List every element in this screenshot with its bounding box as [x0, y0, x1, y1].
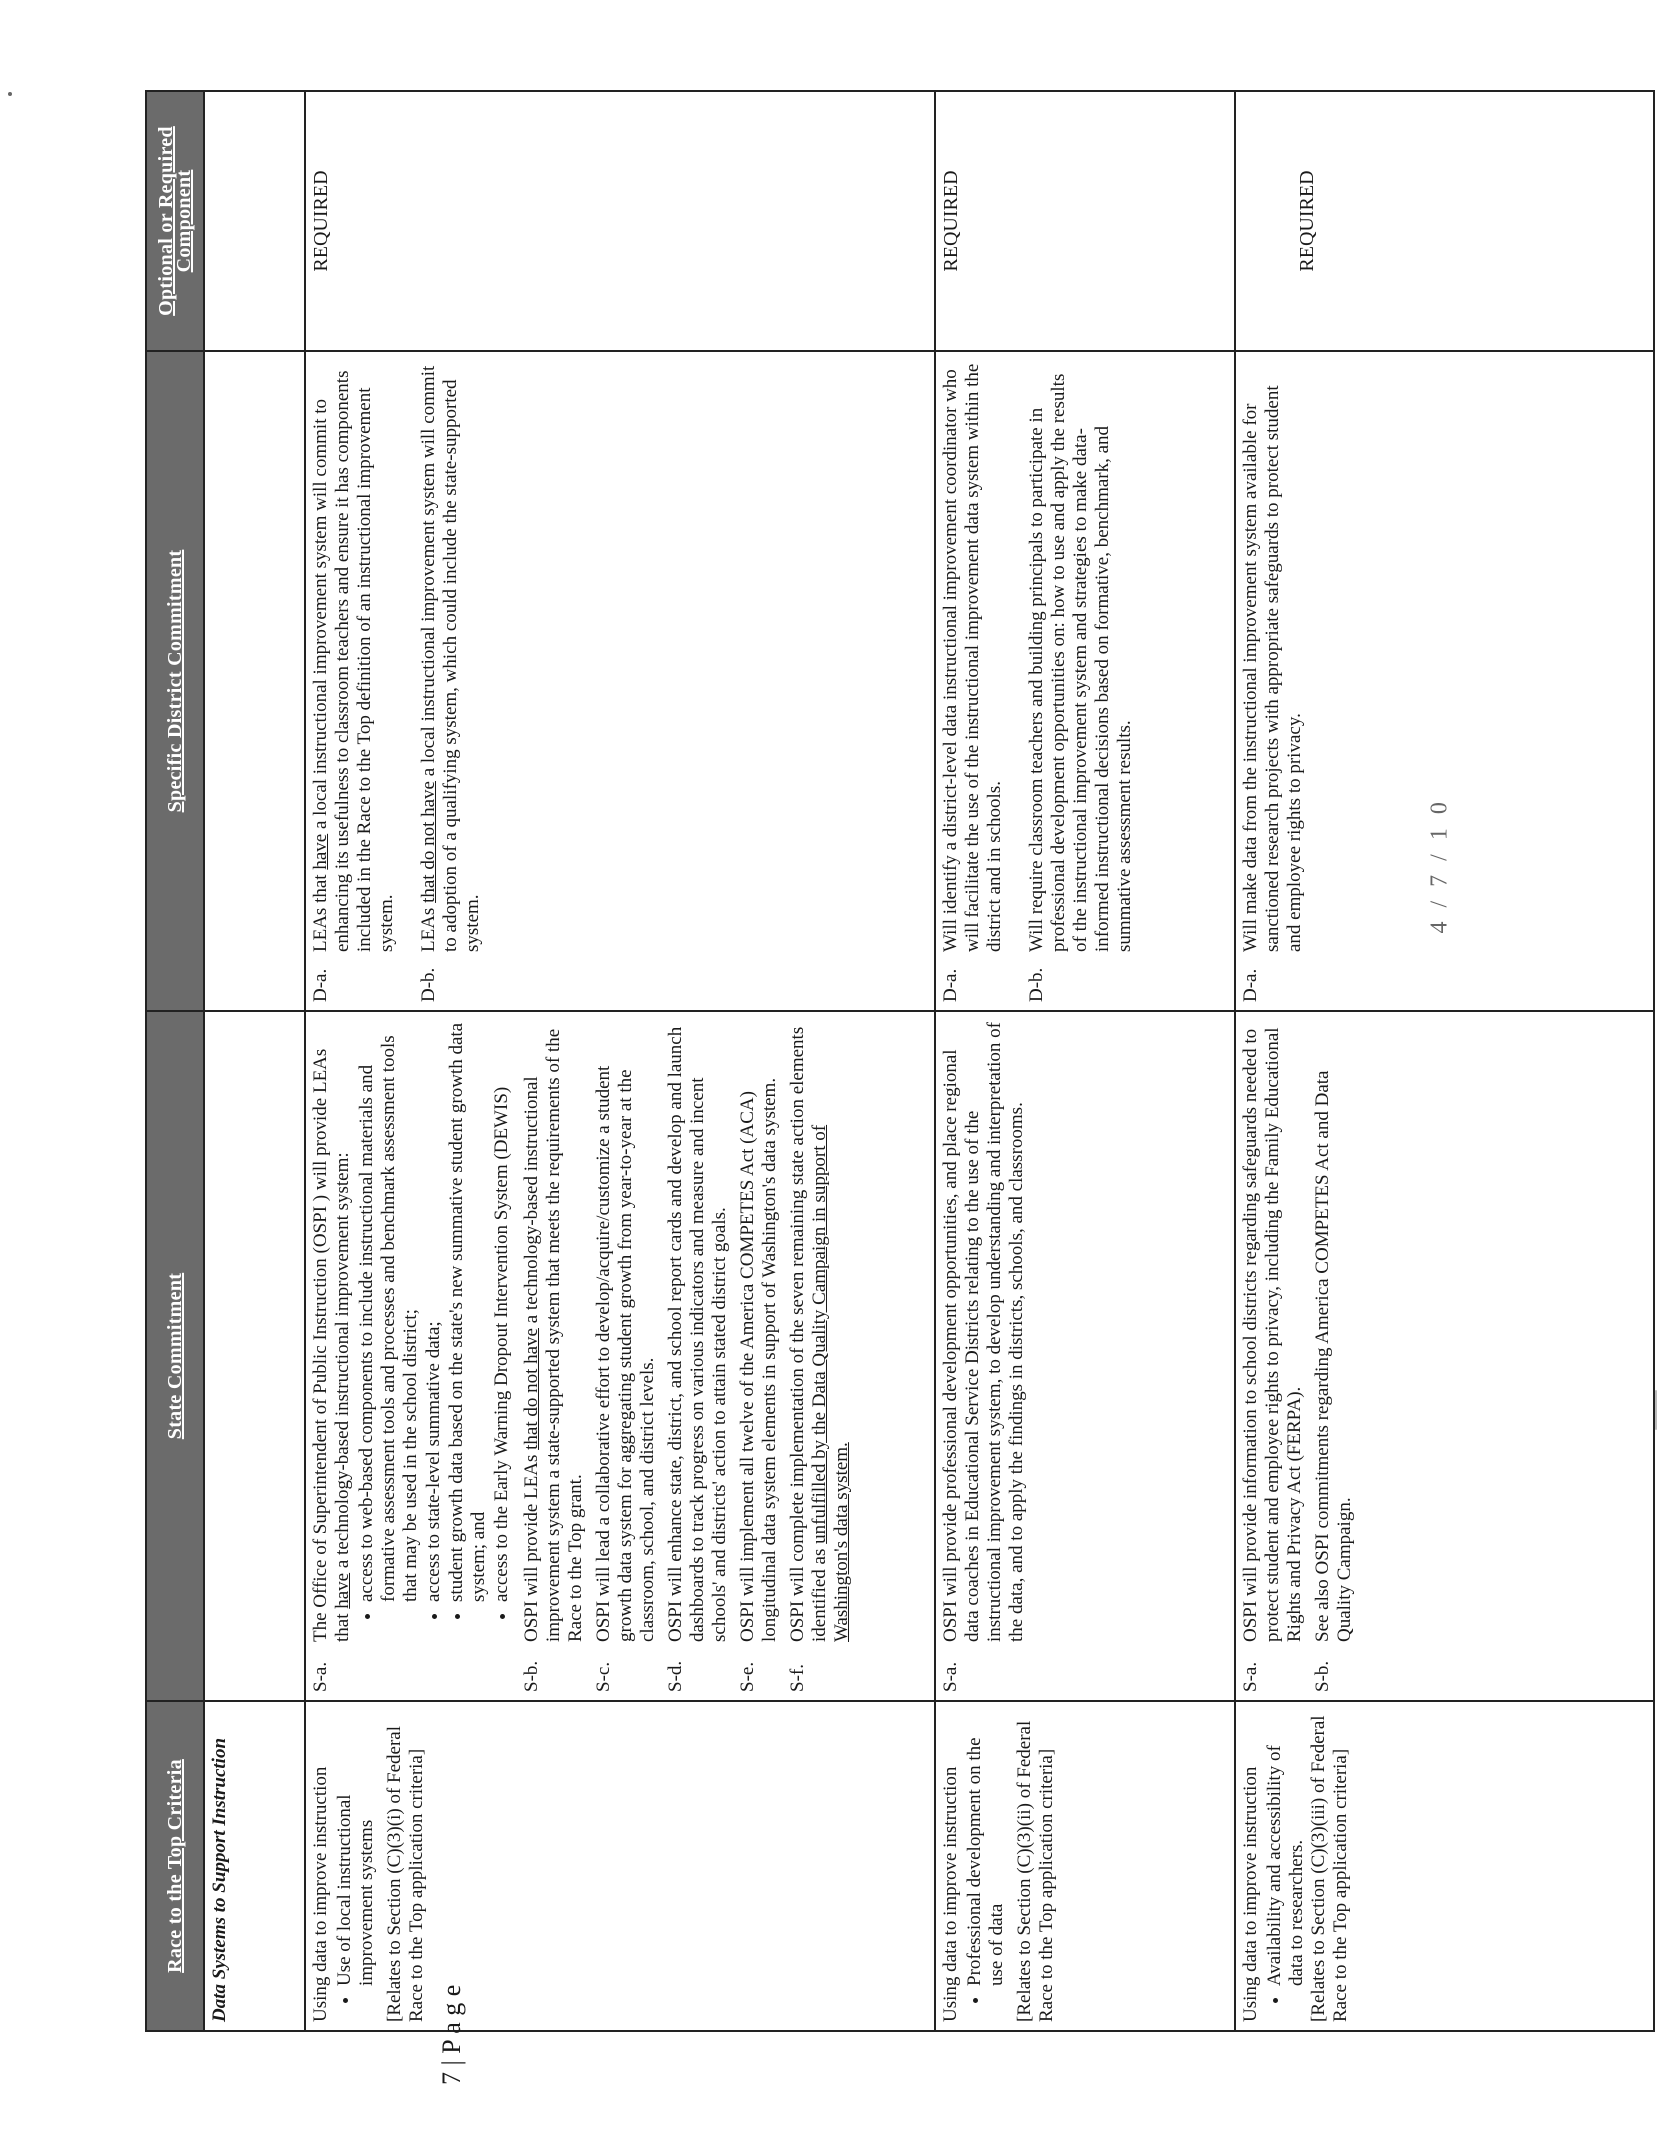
district-item: [418, 360, 484, 1002]
section-title: Data Systems to Support Instruction: [204, 1701, 305, 2031]
scan-speck: [8, 92, 12, 96]
state-item: [521, 1020, 587, 1692]
section-blank-state: [204, 1011, 305, 1701]
item-text: OSPI will provide LEAs that do not have a technology-based instructional improvement system a state-supported system that meets the requirements of the Race to the Top grant.: [521, 1028, 587, 1642]
criteria-cell: [305, 1701, 935, 2031]
district-item: [1240, 360, 1306, 1002]
state-cell: [305, 1011, 935, 1701]
item-label: S-e.: [737, 1661, 759, 1692]
item-text: LEAs that do not have a local instructional improvement system will commit to adoption of a qualifying system, which could include the state-supported system.: [418, 365, 484, 952]
district-cell: [935, 351, 1235, 1011]
item-text: OSPI will provide professional development opportunities, and place regional data coaches in Educational Service Districts relating to the use of the instructional improvement system, to develop understanding and interpretation of the data, and to apply the findings in districts, schools, and classrooms.: [940, 1022, 1028, 1642]
optional-cell: REQUIRED: [1235, 91, 1654, 351]
criteria-intro: Using data to improve instruction: [1240, 1766, 1262, 2022]
state-item: [787, 1020, 853, 1692]
table-row: [1235, 91, 1654, 2031]
list-item: • student growth data based on the state's new summative student growth data system; and: [446, 1020, 490, 1602]
item-label: S-b.: [521, 1660, 543, 1692]
state-item: [940, 1020, 1028, 1692]
district-item: [1026, 360, 1136, 1002]
state-item: [665, 1020, 731, 1692]
item-label: D-a.: [310, 968, 332, 1002]
list-item: • access to the Early Warning Dropout Intervention System (DEWIS): [491, 1020, 513, 1602]
state-item: [1312, 1020, 1356, 1692]
page-number: [432, 1840, 472, 2090]
item-text: Will require classroom teachers and building principals to participate in professional development opportunities on: how to use and apply the results of the instructional improvement system and strategies to make data-informed instructional decisions based on formative, benchmark, and summative assessment results.: [1026, 373, 1136, 952]
criteria-note: [Relates to Section (C)(3)(i) of Federal Race to the Top application criteria]: [384, 1726, 428, 2022]
list-item: • access to web-based components to include instructional materials and formative assessment tools and processes and benchmark assessment tools that may be used in the school district;: [356, 1020, 422, 1602]
item-label: S-d.: [665, 1660, 687, 1692]
criteria-intro: Using data to improve instruction: [940, 1766, 962, 2022]
item-label: D-a.: [940, 968, 962, 1002]
page-date-text: 4 / 7 / 1 0: [1426, 798, 1453, 934]
item-label: D-b.: [418, 967, 440, 1002]
state-item: [593, 1020, 659, 1692]
state-item: [737, 1020, 781, 1692]
item-label: S-f.: [787, 1664, 809, 1692]
item-text: Will identify a district-level data instructional improvement coordinator who will facilitate the use of the instructional improvement data system within the district and in schools.: [940, 363, 1006, 952]
section-blank-optional: [204, 91, 305, 351]
header-optional: Optional or Required Component: [146, 91, 204, 351]
commitments-table: [145, 90, 1655, 2032]
item-label: S-a.: [310, 1661, 332, 1692]
header-row: [146, 91, 204, 2031]
district-cell: [305, 351, 935, 1011]
criteria-bullet: • Professional development on the use of data: [964, 1710, 1008, 1986]
criteria-bullet: • Use of local instructional improvement systems: [334, 1710, 378, 1986]
criteria-bullet: • Availability and accessibility of data to researchers.: [1264, 1710, 1308, 1986]
item-text: OSPI will complete implementation of the seven remaining state action elements identified as unfulfilled by the Data Quality Campaign in support of Washington's data system.: [787, 1026, 853, 1642]
item-text: LEAs that have a local instructional improvement system will commit to enhancing its usefulness to classroom teachers and ensure it has components included in the Race to the Top definition of an instructional improvement system.: [310, 370, 398, 952]
scan-speck: [1655, 1390, 1657, 1430]
item-label: S-a.: [940, 1661, 962, 1692]
item-label: S-c.: [593, 1661, 615, 1692]
item-label: S-a.: [1240, 1661, 1262, 1692]
page-date: [1420, 760, 1460, 960]
section-row: [204, 91, 305, 2031]
item-label: D-b.: [1026, 967, 1048, 1002]
criteria-note: [Relates to Section (C)(3)(ii) of Federal Race to the Top application criteria]: [1014, 1720, 1058, 2022]
state-cell: [1235, 1011, 1654, 1701]
table-row: [935, 91, 1235, 2031]
header-state: State Commitment: [146, 1011, 204, 1701]
section-blank-district: [204, 351, 305, 1011]
item-text: OSPI will implement all twelve of the America COMPETES Act (ACA) longitudinal data system elements in support of Washington's data system.: [737, 1077, 781, 1642]
district-item: [310, 360, 398, 1002]
district-item: [940, 360, 1006, 1002]
item-text: OSPI will provide information to school districts regarding safeguards needed to protect student and employee rights to privacy, including the Family Educational Rights and Privacy Act (FERPA).: [1240, 1027, 1306, 1642]
item-text: Will make data from the instructional improvement system available for sanctioned research projects with appropriate safeguards to protect student and employee rights to privacy.: [1240, 385, 1306, 952]
criteria-cell: [935, 1701, 1235, 2031]
state-cell: [935, 1011, 1235, 1701]
criteria-cell: [1235, 1701, 1654, 2031]
item-text: OSPI will enhance state, district, and school report cards and develop and launch dashboards to track progress on various indicators and measure and incent schools' and districts' action to attain stated district goals.: [665, 1026, 731, 1642]
item-text: OSPI will lead a collaborative effort to develop/acquire/customize a student growth data system for aggregating student growth from year-to-year at the classroom, school, and district levels.: [593, 1065, 659, 1642]
rotated-table-container: [145, 92, 1655, 2032]
criteria-intro: Using data to improve instruction: [310, 1766, 332, 2022]
state-item: [1240, 1020, 1306, 1692]
item-text: The Office of Superintendent of Public Instruction (OSPI ) will provide LEAs that have a technology-based instructional improvement system:: [310, 1048, 354, 1642]
page-number-text: 7 | P a g e: [437, 1984, 466, 2085]
item-label: D-a.: [1240, 968, 1262, 1002]
criteria-note: [Relates to Section (C)(3)(iii) of Federal Race to the Top application criteria]: [1308, 1715, 1352, 2022]
optional-cell: REQUIRED: [935, 91, 1235, 351]
header-district: Specific District Commitment: [146, 351, 204, 1011]
header-criteria: Race to the Top Criteria: [146, 1701, 204, 2031]
state-item: [310, 1020, 515, 1692]
list-item: • access to state-level summative data;: [423, 1020, 445, 1602]
item-label: S-b.: [1312, 1660, 1334, 1692]
optional-cell: REQUIRED: [305, 91, 935, 351]
table-row: [305, 91, 935, 2031]
item-text: See also OSPI commitments regarding America COMPETES Act and Data Quality Campaign.: [1312, 1070, 1356, 1642]
